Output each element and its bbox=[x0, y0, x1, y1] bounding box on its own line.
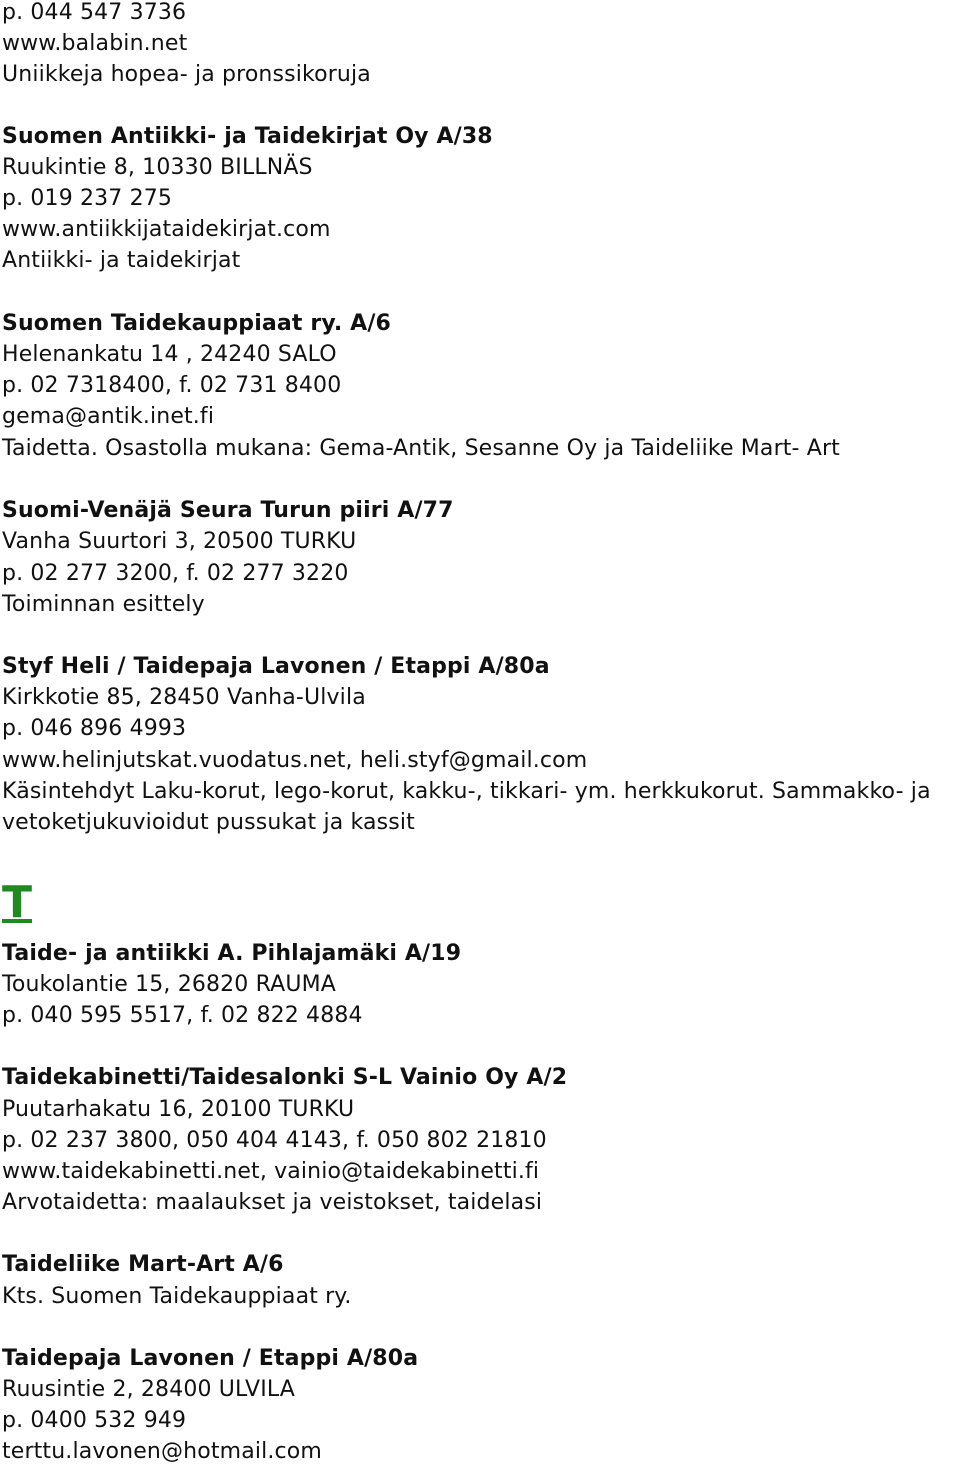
entry-name: Taide- ja antiikki A. Pihlajamäki A/19 bbox=[2, 941, 462, 966]
section-letter[interactable]: T bbox=[2, 877, 33, 928]
entry-name: Styf Heli / Taidepaja Lavonen / Etappi A/80a bbox=[2, 654, 550, 679]
entry-phone: p. 046 896 4993 bbox=[2, 716, 187, 741]
entry-phone: p. 02 7318400, f. 02 731 8400 bbox=[2, 373, 342, 398]
entry-website[interactable]: www.balabin.net bbox=[2, 31, 188, 56]
entry-address: Helenankatu 14 , 24240 SALO bbox=[2, 342, 337, 367]
entry-name: Taidekabinetti/Taidesalonki S-L Vainio Oy A/2 bbox=[2, 1065, 568, 1090]
entry-description: Arvotaidetta: maalaukset ja veistokset, taidelasi bbox=[2, 1190, 543, 1215]
entry-website[interactable]: www.helinjutskat.vuodatus.net, heli.styf@gmail.com bbox=[2, 748, 588, 773]
entry-name: Suomi-Venäjä Seura Turun piiri A/77 bbox=[2, 498, 454, 523]
entry-address: Puutarhakatu 16, 20100 TURKU bbox=[2, 1097, 355, 1122]
entry-phone: p. 02 237 3800, 050 404 4143, f. 050 802 21810 bbox=[2, 1128, 547, 1153]
entry-description: Toiminnan esittely bbox=[2, 592, 205, 617]
entry-description: Taidetta. Osastolla mukana: Gema-Antik, Sesanne Oy ja Taideliike Mart- Art bbox=[2, 436, 840, 461]
entry-description: Uniikkeja hopea- ja pronssikoruja bbox=[2, 62, 371, 87]
entry-phone: p. 0400 532 949 bbox=[2, 1408, 187, 1433]
entry-email[interactable]: gema@antik.inet.fi bbox=[2, 404, 215, 429]
entry-address: Ruusintie 2, 28400 ULVILA bbox=[2, 1377, 295, 1402]
entry-name: Taidepaja Lavonen / Etappi A/80a bbox=[2, 1346, 419, 1371]
entry-address: Vanha Suurtori 3, 20500 TURKU bbox=[2, 529, 357, 554]
entry-description: Antiikki- ja taidekirjat bbox=[2, 248, 241, 273]
entry-phone: p. 040 595 5517, f. 02 822 4884 bbox=[2, 1003, 363, 1028]
entry-address: Kirkkotie 85, 28450 Vanha-Ulvila bbox=[2, 685, 366, 710]
entry-phone: p. 02 277 3200, f. 02 277 3220 bbox=[2, 561, 349, 586]
entry-address: Ruukintie 8, 10330 BILLNÄS bbox=[2, 155, 313, 180]
entry-website[interactable]: www.taidekabinetti.net, vainio@taidekabinetti.fi bbox=[2, 1159, 540, 1184]
entry-description: Kts. Suomen Taidekauppiaat ry. bbox=[2, 1284, 352, 1309]
entry-name: Suomen Antiikki- ja Taidekirjat Oy A/38 bbox=[2, 124, 493, 149]
entry-address: Toukolantie 15, 26820 RAUMA bbox=[2, 972, 336, 997]
entry-email[interactable]: terttu.lavonen@hotmail.com bbox=[2, 1439, 322, 1464]
entry-name: Taideliike Mart-Art A/6 bbox=[2, 1252, 284, 1277]
entry-description: Käsintehdyt Laku-korut, lego-korut, kakku-, tikkari- ym. herkkukorut. Sammakko- ja vetoketjukuvioidut pussukat ja kassit bbox=[2, 779, 931, 835]
entry-website[interactable]: www.antiikkijataidekirjat.com bbox=[2, 217, 331, 242]
entry-phone: p. 044 547 3736 bbox=[2, 0, 187, 25]
entry-phone: p. 019 237 275 bbox=[2, 186, 173, 211]
entry-name: Suomen Taidekauppiaat ry. A/6 bbox=[2, 311, 391, 336]
